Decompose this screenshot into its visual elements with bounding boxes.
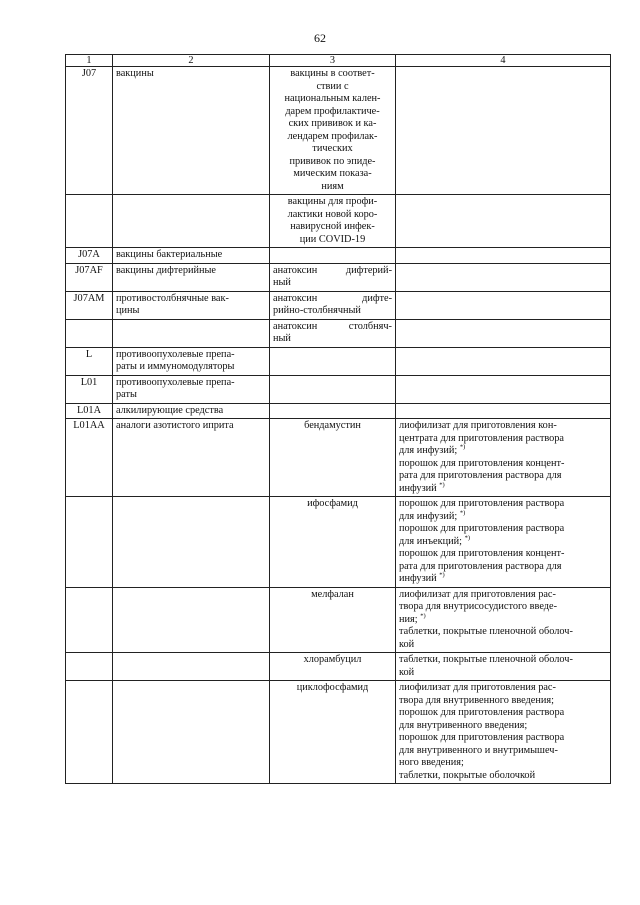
drug-name-cell <box>270 248 396 264</box>
group-name-cell <box>113 319 270 347</box>
dosage-form-line <box>399 639 607 652</box>
atc-code-cell: L01 <box>66 375 113 403</box>
dosage-form-cell <box>396 587 611 653</box>
group-name-cell: вакцины бактериальные <box>113 248 270 264</box>
drug-name-line: циклофосфамид <box>296 682 369 693</box>
group-name-cell: противостолбнячные вак- цины <box>113 291 270 319</box>
drug-name-line: мелфалан <box>311 588 354 600</box>
dosage-form-text: таблетки, покрытые пленочной оболоч- <box>399 654 573 665</box>
drug-name-cell <box>270 67 396 195</box>
dosage-form-line <box>399 445 607 458</box>
dosage-form-cell <box>396 67 611 195</box>
footnote-mark: *) <box>459 443 466 451</box>
dosage-form-text: кой <box>399 666 415 678</box>
drug-name-line: ствии с <box>316 80 349 92</box>
table-row <box>66 195 611 248</box>
dosage-form-line <box>399 511 607 524</box>
dosage-form-line <box>399 626 607 639</box>
footnote-mark: *) <box>464 534 470 542</box>
footnote-mark: *) <box>420 612 426 620</box>
dosage-form-cell <box>396 681 611 784</box>
dosage-form-cell <box>396 248 611 264</box>
dosage-form-line <box>399 720 607 733</box>
dosage-form-cell <box>396 403 611 419</box>
table-row <box>66 653 611 681</box>
dosage-form-text: твора для внутривенного введения; <box>399 694 554 706</box>
table-header-row <box>66 55 611 67</box>
drug-name-line: лендарем профилак- <box>287 130 378 142</box>
drug-name-cell <box>270 319 396 347</box>
table-row <box>66 319 611 347</box>
column-header: 4 <box>396 55 611 67</box>
dosage-form-cell <box>396 263 611 291</box>
dosage-form-line <box>399 707 607 720</box>
drug-name-cell <box>270 375 396 403</box>
dosage-form-text: для внутривенного и внутримышеч- <box>399 744 558 756</box>
dosage-form-text: порошок для приготовления концент- <box>399 457 565 469</box>
dosage-form-text: порошок для приготовления раствора <box>399 523 565 534</box>
table-row <box>66 291 611 319</box>
dosage-form-line <box>399 732 607 745</box>
drug-name-line: мическим показа- <box>293 168 372 179</box>
dosage-form-line <box>399 420 607 433</box>
dosage-form-line <box>399 770 607 783</box>
drug-name-line: хлорамбуцил <box>303 654 362 665</box>
column-header: 2 <box>113 55 270 67</box>
drug-name-cell <box>270 497 396 588</box>
drug-table <box>65 54 611 784</box>
dosage-form-line <box>399 614 607 627</box>
group-name-cell <box>113 587 270 653</box>
table-row <box>66 587 611 653</box>
dosage-form-text: инфузий <box>399 573 437 584</box>
atc-code-cell: L01AA <box>66 419 113 497</box>
group-name-cell: противоопухолевые препа- раты и иммуномодуляторы <box>113 347 270 375</box>
dosage-form-line <box>399 667 607 680</box>
group-name-cell: вакцины <box>113 67 270 195</box>
drug-name-cell <box>270 195 396 248</box>
drug-name-line: дарем профилактиче- <box>285 105 380 117</box>
dosage-form-line <box>399 458 607 471</box>
column-header: 3 <box>270 55 396 67</box>
atc-code-cell: J07 <box>66 67 113 195</box>
drug-name-line: ских прививок и ка- <box>288 118 377 129</box>
table-row <box>66 67 611 195</box>
dosage-form-text: лиофилизат для приготовления рас- <box>399 682 556 693</box>
dosage-form-cell <box>396 497 611 588</box>
atc-code-cell <box>66 195 113 248</box>
dosage-form-text: центрата для приготовления раствора <box>399 432 565 444</box>
group-name-cell <box>113 653 270 681</box>
drug-name-cell <box>270 263 396 291</box>
dosage-form-text: твора для внутрисосудистого введе- <box>399 601 557 612</box>
dosage-form-cell <box>396 347 611 375</box>
atc-code-cell <box>66 319 113 347</box>
page-number: 62 <box>314 31 326 45</box>
drug-name-cell <box>270 291 396 319</box>
dosage-form-line <box>399 536 607 549</box>
drug-name-line: анатоксин дифтерий- <box>273 264 392 276</box>
dosage-form-line <box>399 498 607 511</box>
dosage-form-line <box>399 470 607 483</box>
dosage-form-text: лиофилизат для приготовления рас- <box>399 588 556 600</box>
group-name-cell: вакцины дифтерийные <box>113 263 270 291</box>
drug-name-line: ифосфамид <box>307 498 358 509</box>
drug-name-line: вакцины для профи- <box>287 196 378 207</box>
dosage-form-text: кой <box>399 638 415 650</box>
dosage-form-text: лиофилизат для приготовления кон- <box>399 420 557 431</box>
atc-code-cell <box>66 681 113 784</box>
dosage-form-text: инфузий <box>399 482 437 494</box>
dosage-form-line <box>399 483 607 496</box>
group-name-cell <box>113 195 270 248</box>
dosage-form-text: таблетки, покрытые пленочной оболоч- <box>399 626 573 637</box>
drug-name-line: ный <box>273 333 291 344</box>
footnote-mark: *) <box>439 571 445 579</box>
drug-name-cell <box>270 681 396 784</box>
table-row <box>66 263 611 291</box>
atc-code-cell: L <box>66 347 113 375</box>
group-name-cell <box>113 497 270 588</box>
drug-name-line: ниям <box>321 180 344 192</box>
dosage-form-line <box>399 601 607 614</box>
drug-name-line: тических <box>312 143 353 154</box>
dosage-form-cell <box>396 319 611 347</box>
dosage-form-line <box>399 682 607 695</box>
group-name-cell <box>113 681 270 784</box>
dosage-form-text: для инфузий; <box>399 445 458 456</box>
drug-name-cell <box>270 587 396 653</box>
footnote-mark: *) <box>459 509 466 517</box>
dosage-form-text: для внутривенного введения; <box>399 719 528 731</box>
dosage-form-line <box>399 745 607 758</box>
dosage-form-line <box>399 561 607 574</box>
drug-name-line: анатоксин дифте- <box>273 292 392 304</box>
dosage-form-line <box>399 548 607 561</box>
dosage-form-line <box>399 589 607 602</box>
atc-code-cell: J07AM <box>66 291 113 319</box>
drug-name-line: лактики новой коро- <box>287 208 378 220</box>
table-row <box>66 681 611 784</box>
atc-code-cell <box>66 497 113 588</box>
dosage-form-text: порошок для приготовления раствора <box>399 498 565 509</box>
dosage-form-cell <box>396 195 611 248</box>
atc-code-cell <box>66 653 113 681</box>
dosage-form-cell <box>396 653 611 681</box>
dosage-form-text: для инфузий; <box>399 510 458 522</box>
group-name-cell: алкилирующие средства <box>113 403 270 419</box>
dosage-form-line <box>399 757 607 770</box>
dosage-form-text: ного введения; <box>399 757 464 768</box>
atc-code-cell: J07AF <box>66 263 113 291</box>
drug-name-line: прививок по эпиде- <box>289 155 376 167</box>
dosage-form-text: для инъекций; <box>399 535 462 547</box>
drug-name-line: ный <box>273 277 291 288</box>
dosage-form-line <box>399 654 607 667</box>
drug-name-line: навирусной инфек- <box>290 221 375 232</box>
atc-code-cell: L01A <box>66 403 113 419</box>
table-row <box>66 403 611 419</box>
drug-name-cell <box>270 419 396 497</box>
table-row <box>66 375 611 403</box>
drug-name-line: анатоксин столбняч- <box>273 320 392 332</box>
dosage-form-text: порошок для приготовления концент- <box>399 548 565 559</box>
dosage-form-cell <box>396 291 611 319</box>
table-row <box>66 248 611 264</box>
table-row <box>66 497 611 588</box>
atc-code-cell <box>66 587 113 653</box>
dosage-form-text: рата для приготовления раствора для <box>399 560 562 572</box>
dosage-form-text: рата для приготовления раствора для <box>399 470 562 481</box>
group-name-cell: аналоги азотистого иприта <box>113 419 270 497</box>
dosage-form-text: таблетки, покрытые оболочкой <box>399 769 536 781</box>
atc-code-cell: J07A <box>66 248 113 264</box>
dosage-form-line <box>399 433 607 446</box>
footnote-mark: *) <box>439 481 445 489</box>
drug-name-cell <box>270 403 396 419</box>
drug-name-cell <box>270 347 396 375</box>
drug-name-line: национальным кален- <box>284 93 381 104</box>
drug-name-cell <box>270 653 396 681</box>
table-row <box>66 419 611 497</box>
drug-name-line: ции COVID-19 <box>299 233 366 245</box>
column-header: 1 <box>66 55 113 67</box>
dosage-form-line <box>399 695 607 708</box>
dosage-form-line <box>399 573 607 586</box>
drug-name-line: бендамустин <box>304 420 361 431</box>
drug-name-line: рийно-столбнячный <box>273 305 361 316</box>
dosage-form-text: ния; <box>399 613 418 625</box>
dosage-form-line <box>399 523 607 536</box>
dosage-form-cell <box>396 375 611 403</box>
drug-name-line: вакцины в соответ- <box>290 68 375 79</box>
dosage-form-text: порошок для приготовления раствора <box>399 707 565 718</box>
group-name-cell: противоопухолевые препа- раты <box>113 375 270 403</box>
table-row <box>66 347 611 375</box>
dosage-form-cell <box>396 419 611 497</box>
dosage-form-text: порошок для приготовления раствора <box>399 732 565 743</box>
